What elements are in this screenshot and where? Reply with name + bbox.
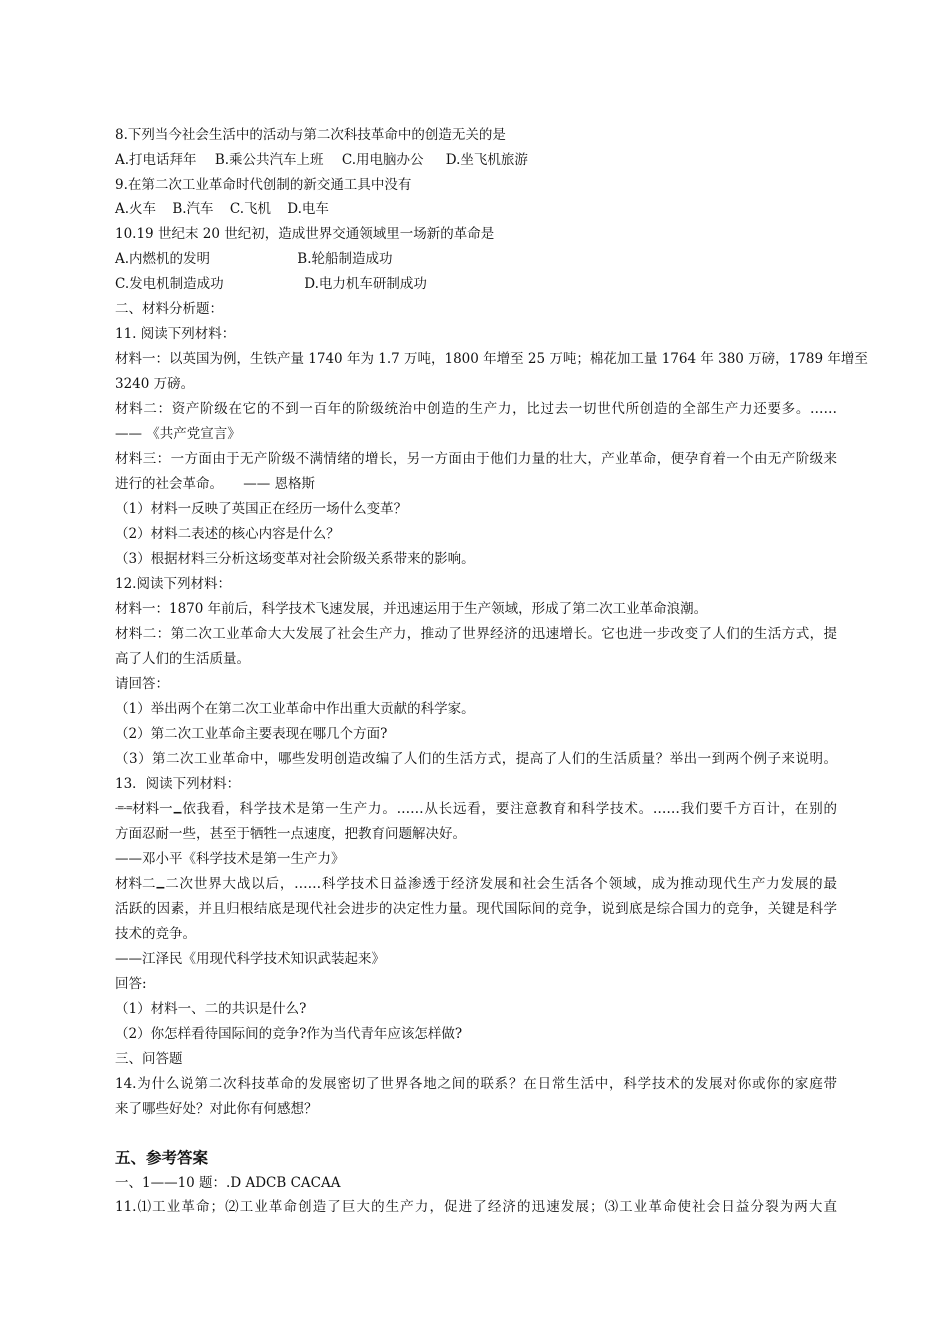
q13-material2-sub: ▁: [156, 878, 165, 889]
q13-prompt: 回答:: [115, 976, 147, 992]
q12-subquestion-2: （2）第二次工业革命主要表现在哪几个方面?: [115, 726, 388, 742]
section2-title: 二、材料分析题：: [115, 301, 223, 317]
q10-options-row1: [115, 250, 837, 268]
q11-material3-line2: 进行的社会革命。 —— 恩格斯: [115, 476, 316, 492]
q8-option-d: D.坐飞机旅游: [445, 152, 528, 168]
q13-material2-label: 材料二: [115, 876, 156, 892]
q10-options-row2: [115, 275, 837, 293]
answers-line1: 一、1——10 题：.D ADCB CACAA: [115, 1175, 341, 1191]
q13-material1-label: 材料一: [132, 801, 173, 817]
q8-stem: 8.下列当今社会生活中的活动与第二次科技革命中的创造无关的是: [115, 127, 506, 143]
q8-option-b: B.乘公共汽车上班: [214, 152, 324, 168]
q11-material3-line1: 材料三：一方面由于无产阶级不满情绪的增长，另一方面由于他们力量的壮大，产业革命，便孕育着一个由无产阶级来: [115, 451, 837, 467]
q12-material1: 材料一：1870 年前后，科学技术飞速发展，并迅速运用于生产领域，形成了第二次工业革命浪潮。: [115, 601, 708, 617]
q13-material2-line2: 活跃的因素，并且归根结底是现代社会进步的决定性力量。现代国际间的竞争，说到底是综合国力的竞争，关键是科学: [115, 901, 837, 917]
q9-options: [115, 200, 837, 218]
q8-options: [115, 151, 837, 169]
q11-material1-line1: 材料一：以英国为例，生铁产量 1740 年为 1.7 万吨，1800 年增至 25 万吨；棉花加工量 1764 年 380 万磅，1789 年增至: [115, 351, 868, 367]
q11-material1-line2: 3240 万磅。: [115, 376, 195, 392]
q12-material2-line2: 高了人们的生活质量。: [115, 651, 250, 667]
q8-option-a: A.打电话拜年: [115, 152, 197, 168]
q13-material2-text: 二次世界大战以后，……科学技术日益渗透于经济发展和社会生活各个领域，成为推动现代生产力发展的最: [165, 876, 837, 892]
q9-stem: 9.在第二次工业革命时代创制的新交通工具中没有: [115, 177, 412, 193]
q13-material2-source: ——江泽民《用现代科学技术知识武装起来》: [115, 951, 385, 967]
q10-option-d: D.电力机车研制成功: [304, 276, 427, 292]
q10-option-b: B.轮船制造成功: [297, 251, 393, 267]
q13-material2-line3: 技术的竞争。: [115, 926, 196, 942]
q14-line1: 14.为什么说第二次科技革命的发展密切了世界各地之间的联系？在日常生活中，科学技术的发展对你或你的家庭带: [115, 1076, 837, 1092]
answers-line2: 11.⑴工业革命；⑵工业革命创造了巨大的生产力，促进了经济的迅速发展；⑶工业革命使社会日益分裂为两大直: [115, 1199, 837, 1215]
q13-title: 13．阅读下列材料：: [115, 776, 241, 792]
q13-material1-mark: -=-=: [115, 804, 133, 814]
q12-prompt: 请回答：: [115, 676, 169, 692]
q11-subquestion-2: （2）材料二表述的核心内容是什么？: [115, 526, 340, 542]
q13-material1-sub: ▁: [173, 803, 182, 814]
q9-option-c: C.飞机: [229, 201, 271, 217]
q11-title: 11. 阅读下列材料：: [115, 326, 236, 342]
q12-subquestion-3: （3）第二次工业革命中，哪些发明创造改编了人们的生活方式，提高了人们的生活质量？举出一到两个例子来说明。: [115, 751, 837, 767]
q13-subquestion-2: （2）你怎样看待国际间的竞争?作为当代青年应该怎样做?: [115, 1026, 463, 1042]
section3-title: 三、问答题: [115, 1051, 183, 1067]
q13-material1-line2: 方面忍耐一些，甚至于牺牲一点速度，把教育问题解决好。: [115, 826, 466, 842]
q8-option-c: C.用电脑办公: [341, 152, 424, 168]
q12-material2-line1: 材料二：第二次工业革命大大发展了社会生产力，推动了世界经济的迅速增长。它也进一步改变了人们的生活方式，提: [115, 626, 837, 642]
q11-material2-line1: 材料二：资产阶级在它的不到一百年的阶级统治中创造的生产力，比过去一切世代所创造的全部生产力还要多。……: [115, 401, 837, 417]
q12-title: 12.阅读下列材料：: [115, 576, 231, 592]
q9-option-d: D.电车: [287, 201, 329, 217]
q12-subquestion-1: （1）举出两个在第二次工业革命中作出重大贡献的科学家。: [115, 701, 475, 717]
q13-subquestion-1: （1）材料一、二的共识是什么?: [115, 1001, 307, 1017]
q9-option-a: A.火车: [115, 201, 157, 217]
q14-line2: 来了哪些好处？对此你有何感想？: [115, 1101, 318, 1117]
q10-option-c: C.发电机制造成功: [115, 276, 224, 292]
q9-option-b: B.汽车: [172, 201, 214, 217]
q13-material1-line1: [115, 800, 837, 818]
q10-stem: 10.19 世纪末 20 世纪初，造成世界交通领域里一场新的革命是: [115, 226, 495, 242]
q11-subquestion-1: （1）材料一反映了英国正在经历一场什么变革？: [115, 501, 408, 517]
q10-option-a: A.内燃机的发明: [115, 251, 211, 267]
q13-material2-line1: [115, 875, 837, 893]
answers-heading: 五、参考答案: [115, 1149, 209, 1167]
q13-material1-source: ——邓小平《科学技术是第一生产力》: [115, 851, 345, 867]
q11-subquestion-3: （3）根据材料三分析这场变革对社会阶级关系带来的影响。: [115, 551, 475, 567]
q11-material2-source: —— 《共产党宣言》: [115, 426, 241, 442]
q13-material1-text: 依我看，科学技术是第一生产力。……从长远看，要注意教育和科学技术。……我们要千方百计，在别的: [182, 801, 837, 817]
